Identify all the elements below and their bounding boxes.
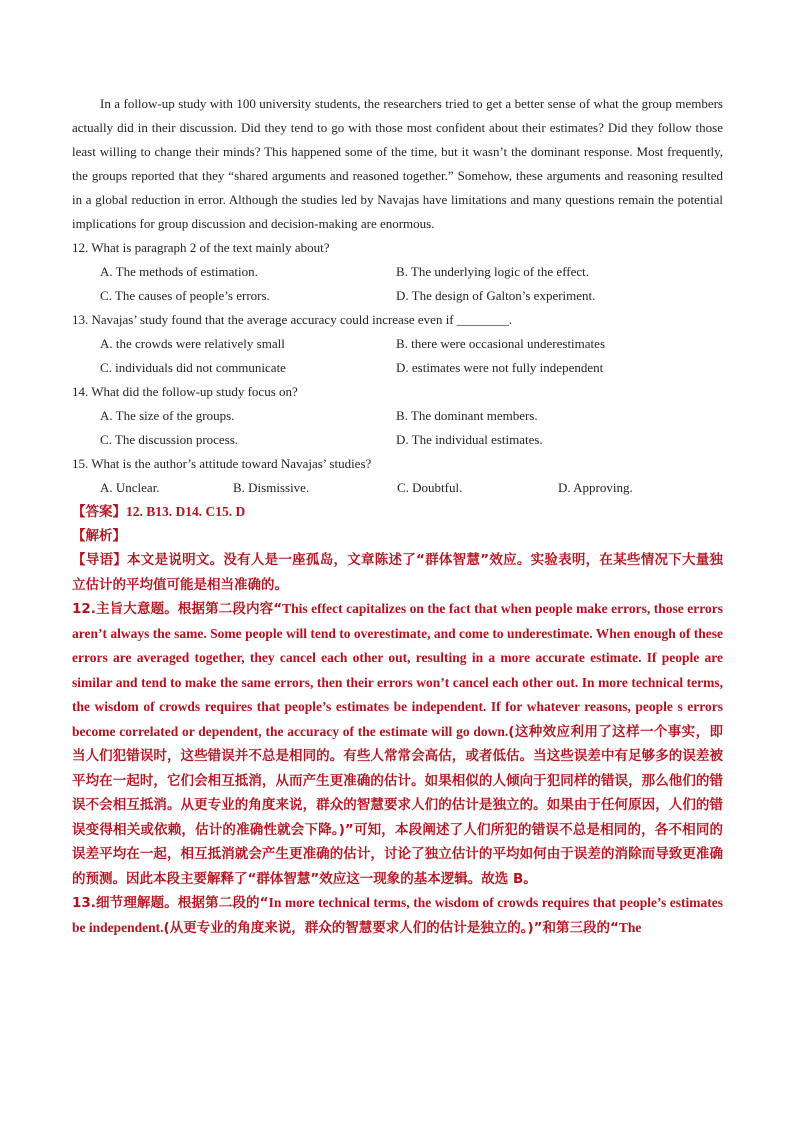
explanation-12 — [72, 597, 723, 891]
option-d: D. The individual estimates. — [396, 432, 543, 447]
explanation-13-rest: (从更专业的角度来说，群众的智慧要求人们的估计是独立的。)”和第三段的“ — [163, 919, 619, 936]
option-a: A. The size of the groups. — [100, 408, 235, 423]
option-d: D. Approving. — [558, 480, 633, 495]
option-b: B. there were occasional underestimates — [396, 336, 605, 351]
option-a: A. the crowds were relatively small — [100, 336, 285, 351]
question-options — [72, 476, 723, 500]
explanation-13 — [72, 891, 723, 940]
explanation-12-quote: This effect capitalizes on the fact that when people make errors, those errors aren’t always the same. Some people will tend to overestimate, and come to underestimate. When enough of these errors are averaged together, they cancel each other out, resulting in a more accurate estimate. If people are similar and tend to make the same errors, then their errors won’t cancel each other out. In more technical terms, the wisdom of crowds requires that people’s estimates be independent. If for whatever reasons, people s errors become correlated or dependent, the accuracy of the estimate will go down. — [72, 601, 723, 739]
explanation-13-lead: 13.细节理解题。根据第二段的“ — [72, 895, 269, 911]
document-page — [72, 92, 723, 940]
explanation-13-tail: The — [618, 919, 642, 935]
option-c: C. The discussion process. — [100, 432, 239, 447]
question-options — [72, 284, 723, 308]
question-stem: 12. What is paragraph 2 of the text mainly about? — [72, 240, 330, 255]
question-stem: 14. What did the follow-up study focus on? — [72, 384, 298, 399]
option-b: B. The dominant members. — [396, 408, 538, 423]
option-a: A. Unclear. — [100, 480, 160, 495]
explanation-12-rest: (这种效应利用了这样一个事实，即当人们犯错误时，这些错误并不总是相同的。有些人常常会高估，或者低估。当这些误差中有足够多的误差被平均在一起时，它们会相互抵消，从而产生更准确的估计。如果相似的人倾向于犯同样的错误，那么他们的错误不会相互抵消。从更专业的角度来说，群众的智慧要求人们的估计是独立的。如果由于任何原因，人们的错误变得相关或依赖，估计的准确性就会下降。)”可知，本段阐述了人们所犯的错误不总是相同的，各不相同的误差平均在一起，相互抵消就会产生更准确的估计，讨论了独立估计的平均如何由于误差的消除而导致更准确的预测。因此本段主要解释了“群体智慧”效应这一现象的基本逻辑。故选 B。 — [72, 723, 723, 887]
question-options — [72, 404, 723, 428]
question-options — [72, 332, 723, 356]
question-options — [72, 260, 723, 284]
question-options — [72, 356, 723, 380]
explanation-12-lead: 12.主旨大意题。根据第二段内容“ — [72, 601, 283, 617]
question-stem: 15. What is the author’s attitude toward Navajas’ studies? — [72, 456, 372, 471]
passage-paragraph: In a follow-up study with 100 university students, the researchers tried to get a better sense of what the group members actually did in their discussion. Did they tend to go with those most confident about their estimates? Did they follow those least willing to change their minds? This happened some of the time, but it wasn’t the dominant response. Most frequently, the groups reported that they “shared arguments and reasoned together.” Somehow, these arguments and reasoning resulted in a global reduction in error. Although the studies led by Navajas have limitations and many questions remain the potential implications for group discussion and decision-making are enormous. — [72, 96, 723, 231]
guide-text — [72, 548, 723, 597]
question-options — [72, 428, 723, 452]
option-a: A. The methods of estimation. — [100, 264, 258, 279]
option-c: C. Doubtful. — [397, 480, 463, 495]
question-stem: 13. Navajas’ study found that the average accuracy could increase even if ________. — [72, 312, 513, 327]
option-d: D. estimates were not fully independent — [396, 360, 604, 375]
guide-content: 【导语】本文是说明文。没有人是一座孤岛，文章陈述了“群体智慧”效应。实验表明，在某些情况下大量独立估计的平均值可能是相当准确的。 — [72, 552, 723, 593]
answer-line: 【答案】12. B13. D14. C15. D — [72, 504, 246, 519]
option-d: D. The design of Galton’s experiment. — [396, 288, 596, 303]
option-b: B. Dismissive. — [233, 480, 310, 495]
explanation-13-quote: In more technical terms, the wisdom of crowds requires that people’s estimates be independent. — [72, 895, 723, 935]
option-c: C. The causes of people’s errors. — [100, 288, 270, 303]
option-b: B. The underlying logic of the effect. — [396, 264, 590, 279]
analysis-label: 【解析】 — [72, 528, 126, 543]
option-c: C. individuals did not communicate — [100, 360, 286, 375]
